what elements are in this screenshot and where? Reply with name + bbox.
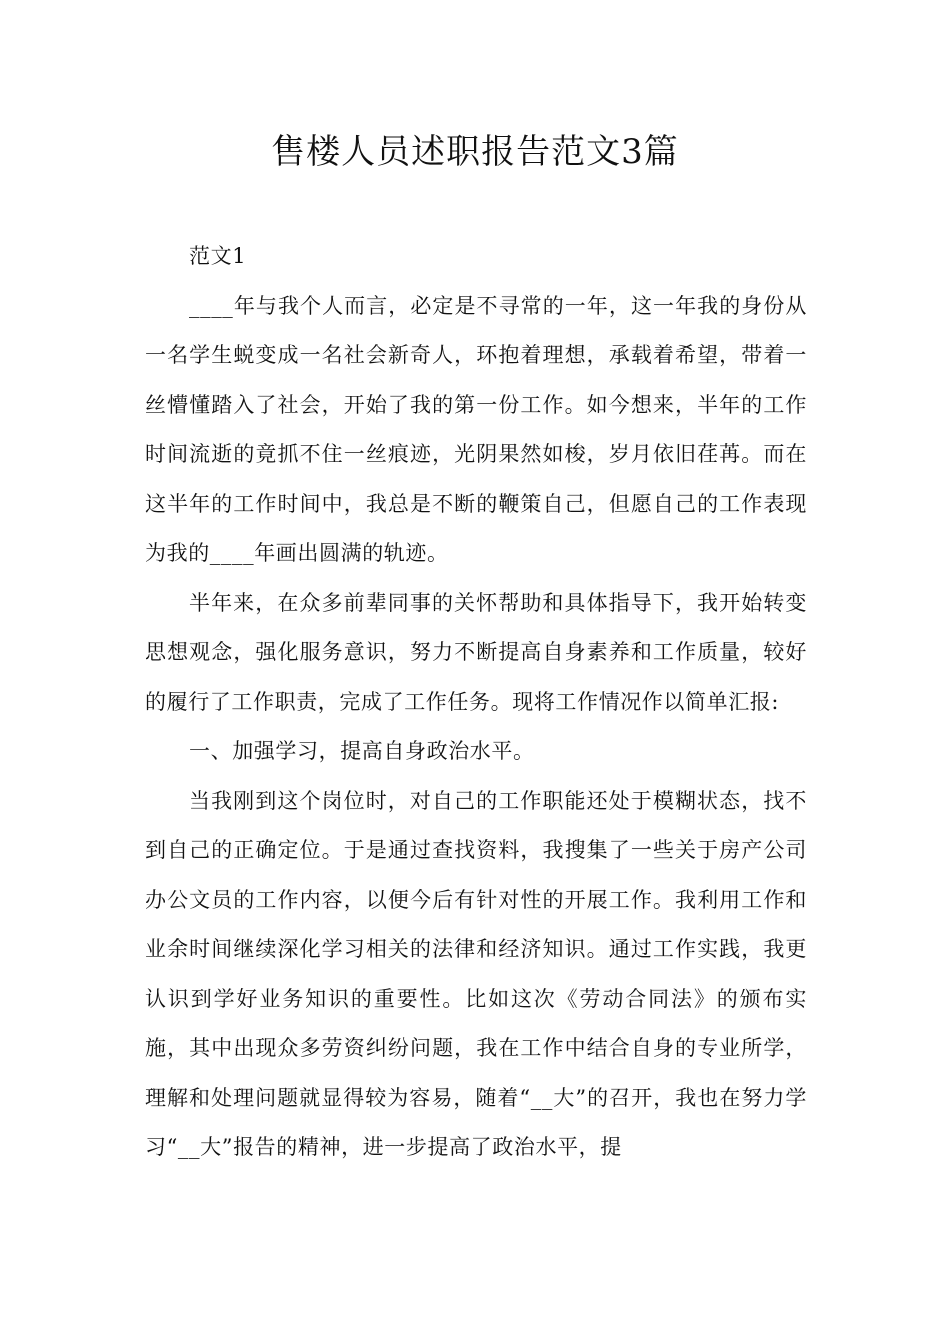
document-body: [145, 232, 807, 1173]
paragraph: 当我刚到这个岗位时，对自己的工作职能还处于模糊状态，找不到自己的正确定位。于是通过查找资料，我搜集了一些关于房产公司办公文员的工作内容，以便今后有针对性的开展工作。我利用工作和业余时间继续深化学习相关的法律和经济知识。通过工作实践，我更认识到学好业务知识的重要性。比如这次《劳动合同法》的颁布实施，其中出现众多劳资纠纷问题，我在工作中结合自身的专业所学，理解和处理问题就显得较为容易，随着“__大”的召开，我也在努力学习“__大”报告的精神，进一步提高了政治水平，提: [145, 788, 807, 1159]
paragraph: ____年与我个人而言，必定是不寻常的一年，这一年我的身份从一名学生蜕变成一名社会新奇人，环抱着理想，承载着希望，带着一丝懵懂踏入了社会，开始了我的第一份工作。如今想来，半年的工作时间流逝的竟抓不住一丝痕迹，光阴果然如梭，岁月依旧荏苒。而在这半年的工作时间中，我总是不断的鞭策自己，但愿自己的工作表现为我的____年画出圆满的轨迹。: [145, 293, 807, 565]
section-heading: 一、加强学习，提高自身政治水平。: [189, 739, 535, 763]
paragraph: 半年来，在众多前辈同事的关怀帮助和具体指导下，我开始转变思想观念，强化服务意识，努力不断提高自身素养和工作质量，较好的履行了工作职责，完成了工作任务。现将工作情况作以简单汇报:: [145, 590, 807, 714]
section-label: 范文1: [189, 244, 247, 268]
document-title: 售楼人员述职报告范文3篇: [271, 132, 679, 172]
